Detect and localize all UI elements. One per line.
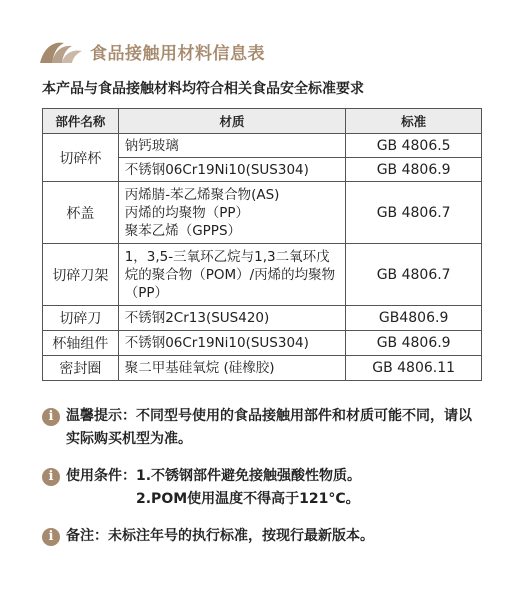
column-header-part: 部件名称	[43, 109, 119, 134]
table-header-row	[43, 109, 482, 134]
notes-section	[42, 405, 482, 562]
info-icon: i	[42, 468, 60, 486]
standard-cell: GB 4806.9	[346, 158, 482, 182]
tip-text: 不同型号使用的食品接触用部件和材质可能不同，请以实际购买机型为准。	[66, 408, 472, 447]
info-icon: i	[42, 528, 60, 546]
conditions-label: 使用条件：	[66, 468, 136, 484]
table-row	[43, 244, 482, 306]
tip-note	[42, 405, 482, 451]
page-title: 食品接触用材料信息表	[90, 43, 265, 64]
material-cell: 不锈钢2Cr13(SUS420)	[118, 306, 346, 331]
remark-label: 备注：	[66, 528, 108, 544]
condition-item: 2.POM使用温度不得高于121°C。	[136, 491, 360, 507]
material-cell: 丙烯腈-苯乙烯聚合物(AS) 丙烯的均聚物（PP） 聚苯乙烯（GPPS）	[118, 182, 346, 244]
table-row	[43, 331, 482, 356]
part-name: 杯盖	[43, 182, 119, 244]
part-name: 切碎刀架	[43, 244, 119, 306]
standard-cell: GB 4806.7	[346, 244, 482, 306]
conditions-note	[42, 465, 482, 511]
standard-cell: GB4806.9	[346, 306, 482, 331]
table-row	[43, 134, 482, 158]
page-subtitle: 本产品与食品接触材料均符合相关食品安全标准要求	[42, 81, 364, 97]
part-name: 密封圈	[43, 356, 119, 381]
part-name: 杯轴组件	[43, 331, 119, 356]
column-header-material: 材质	[118, 109, 346, 134]
table-row	[43, 356, 482, 381]
standard-cell: GB 4806.11	[346, 356, 482, 381]
remark-text: 未标注年号的执行标准，按现行最新版本。	[108, 528, 374, 544]
material-cell: 钠钙玻璃	[118, 134, 346, 158]
table-row	[43, 306, 482, 331]
tip-label: 温馨提示：	[66, 408, 136, 424]
material-cell: 不锈钢06Cr19Ni10(SUS304)	[118, 158, 346, 182]
part-name: 切碎杯	[43, 134, 119, 182]
table-row	[43, 182, 482, 244]
info-icon: i	[42, 408, 60, 426]
brand-logo-icon	[38, 37, 84, 65]
material-cell: 聚二甲基硅氧烷 (硅橡胶)	[118, 356, 346, 381]
part-name: 切碎刀	[43, 306, 119, 331]
standard-cell: GB 4806.5	[346, 134, 482, 158]
header	[38, 36, 265, 66]
standard-cell: GB 4806.7	[346, 182, 482, 244]
material-cell: 不锈钢06Cr19Ni10(SUS304)	[118, 331, 346, 356]
standard-cell: GB 4806.9	[346, 331, 482, 356]
remark-note	[42, 525, 482, 548]
materials-table	[42, 108, 482, 381]
column-header-standard: 标准	[346, 109, 482, 134]
condition-item: 1.不锈钢部件避免接触强酸性物质。	[136, 468, 362, 484]
material-cell: 1，3,5-三氧环乙烷与1,3二氧环戊烷的聚合物（POM）/丙烯的均聚物（PP）	[118, 244, 346, 306]
